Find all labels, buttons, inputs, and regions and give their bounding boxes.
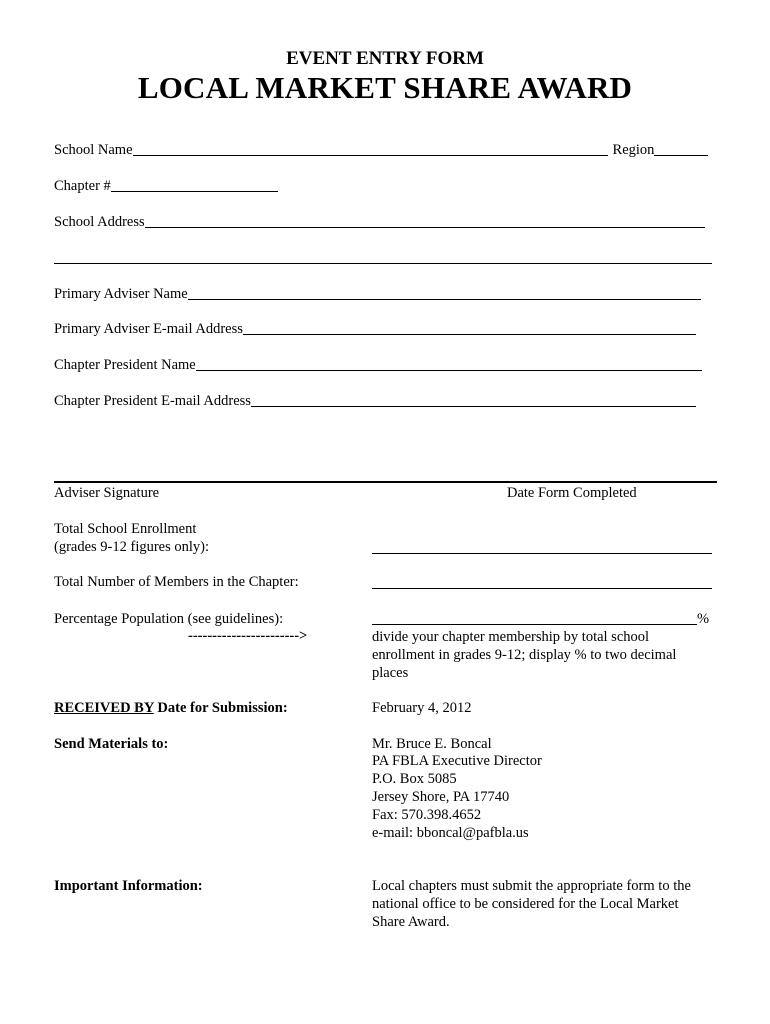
chapter-president-email-row (54, 390, 696, 410)
chapter-president-email-label: Chapter President E-mail Address (54, 393, 251, 409)
school-name-row (54, 139, 714, 159)
address-line: Mr. Bruce E. Boncal (372, 736, 492, 752)
chapter-president-email-field[interactable] (251, 392, 696, 407)
primary-adviser-email-field[interactable] (243, 320, 696, 335)
chapter-number-label: Chapter # (54, 178, 111, 194)
chapter-president-name-field[interactable] (196, 356, 702, 371)
form-subtitle: EVENT ENTRY FORM (286, 48, 484, 69)
primary-adviser-name-label: Primary Adviser Name (54, 286, 188, 302)
primary-adviser-name-row (54, 283, 701, 303)
date-form-completed-label: Date Form Completed (507, 485, 637, 501)
chapter-president-name-row (54, 354, 702, 374)
total-members-field[interactable] (372, 588, 712, 589)
address-line: Fax: 570.398.4652 (372, 807, 482, 823)
important-information-label: Important Information: (54, 878, 203, 894)
adviser-signature-label: Adviser Signature (54, 485, 160, 501)
important-information-text: Local chapters must submit the appropriate form to the national office to be considered for the Local Market Share Award. (372, 878, 691, 930)
school-address-field[interactable] (145, 213, 705, 228)
school-name-label: School Name (54, 142, 133, 158)
total-enrollment-sublabel: (grades 9-12 figures only): (54, 539, 210, 555)
submission-date: February 4, 2012 (372, 700, 472, 716)
total-enrollment-label: Total School Enrollment (54, 521, 197, 537)
total-enrollment-field[interactable] (372, 553, 712, 554)
signature-line[interactable] (54, 481, 717, 483)
school-name-field[interactable] (133, 141, 608, 156)
primary-adviser-name-field[interactable] (188, 285, 701, 300)
primary-adviser-email-row (54, 318, 696, 338)
received-by-underlined: RECEIVED BY (54, 700, 154, 716)
percentage-population-field[interactable] (372, 624, 697, 625)
percentage-instruction: divide your chapter membership by total school enrollment in grades 9-12; display % to two decimal places (372, 629, 677, 681)
percent-sign: % (697, 611, 710, 627)
percentage-population-label: Percentage Population (see guidelines): (54, 611, 284, 627)
school-address-label: School Address (54, 214, 145, 230)
total-members-label: Total Number of Members in the Chapter: (54, 574, 299, 590)
address-line: Jersey Shore, PA 17740 (372, 789, 510, 805)
address-line: PA FBLA Executive Director (372, 753, 542, 769)
region-field[interactable] (654, 141, 708, 156)
chapter-president-name-label: Chapter President Name (54, 357, 196, 373)
chapter-number-field[interactable] (111, 177, 278, 192)
school-address-row (54, 211, 705, 231)
primary-adviser-email-label: Primary Adviser E-mail Address (54, 321, 243, 337)
chapter-number-row (54, 175, 278, 195)
arrow-indicator: -----------------------> (188, 628, 308, 644)
address-line: P.O. Box 5085 (372, 771, 457, 787)
school-address-line-2[interactable] (54, 263, 712, 264)
date-for-submission-label: Date for Submission: (153, 700, 288, 716)
received-by-label (54, 699, 288, 717)
address-email: e-mail: bboncal@pafbla.us (372, 825, 529, 841)
send-materials-label: Send Materials to: (54, 736, 169, 752)
region-label: Region (612, 142, 655, 158)
form-title: LOCAL MARKET SHARE AWARD (137, 70, 633, 105)
